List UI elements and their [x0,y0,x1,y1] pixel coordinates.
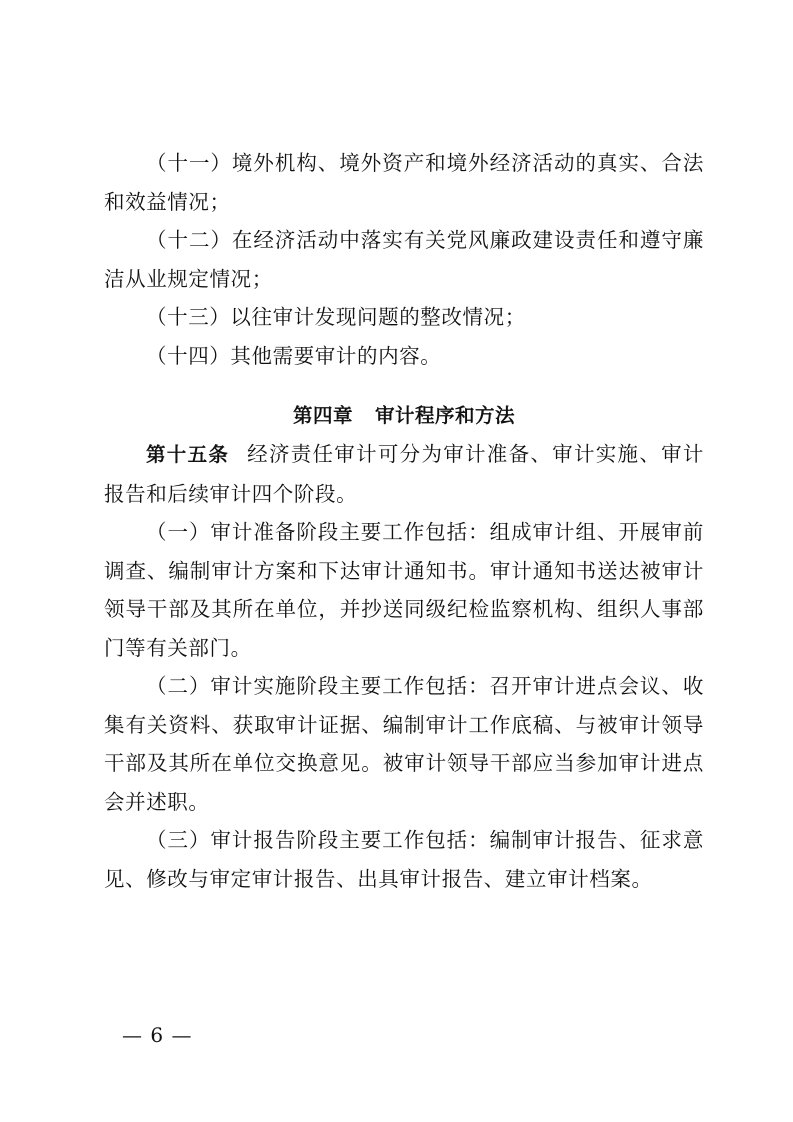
clause-eleven: （十一）境外机构、境外资产和境外经济活动的真实、合法和效益情况； [104,151,704,214]
page-number: — 6 — [122,1023,193,1047]
chapter-number: 第四章 [292,404,353,427]
chapter-title: 审计程序和方法 [375,404,516,427]
stage-preparation: （一）审计准备阶段主要工作包括：组成审计组、开展审前调查、编制审计方案和下达审计通知书。审计通知书送达被审计领导干部及其所在单位，并抄送同级纪检监察机构、组织人事部门等有关部门。 [104,520,704,660]
article-fifteen [104,435,704,513]
article-title: 第十五条 [146,443,230,466]
stage-report: （三）审计报告阶段主要工作包括：编制审计报告、征求意见、修改与审定审计报告、出具审计报告、建立审计档案。 [104,828,704,891]
clause-twelve: （十二）在经济活动中落实有关党风廉政建设责任和遵守廉洁从业规定情况； [104,228,704,291]
article-text: 经济责任审计可分为审计准备、审计实施、审计报告和后续审计四个阶段。 [104,442,704,506]
stage-implementation: （二）审计实施阶段主要工作包括：召开审计进点会议、收集有关资料、获取审计证据、编制审计工作底稿、与被审计领导干部及其所在单位交换意见。被审计领导干部应当参加审计进点会并述职。 [104,674,704,814]
chapter-heading [104,397,704,435]
clause-thirteen: （十三）以往审计发现问题的整改情况； [146,305,526,329]
clause-fourteen: （十四）其他需要审计的内容。 [146,343,442,368]
document-body [104,144,704,898]
